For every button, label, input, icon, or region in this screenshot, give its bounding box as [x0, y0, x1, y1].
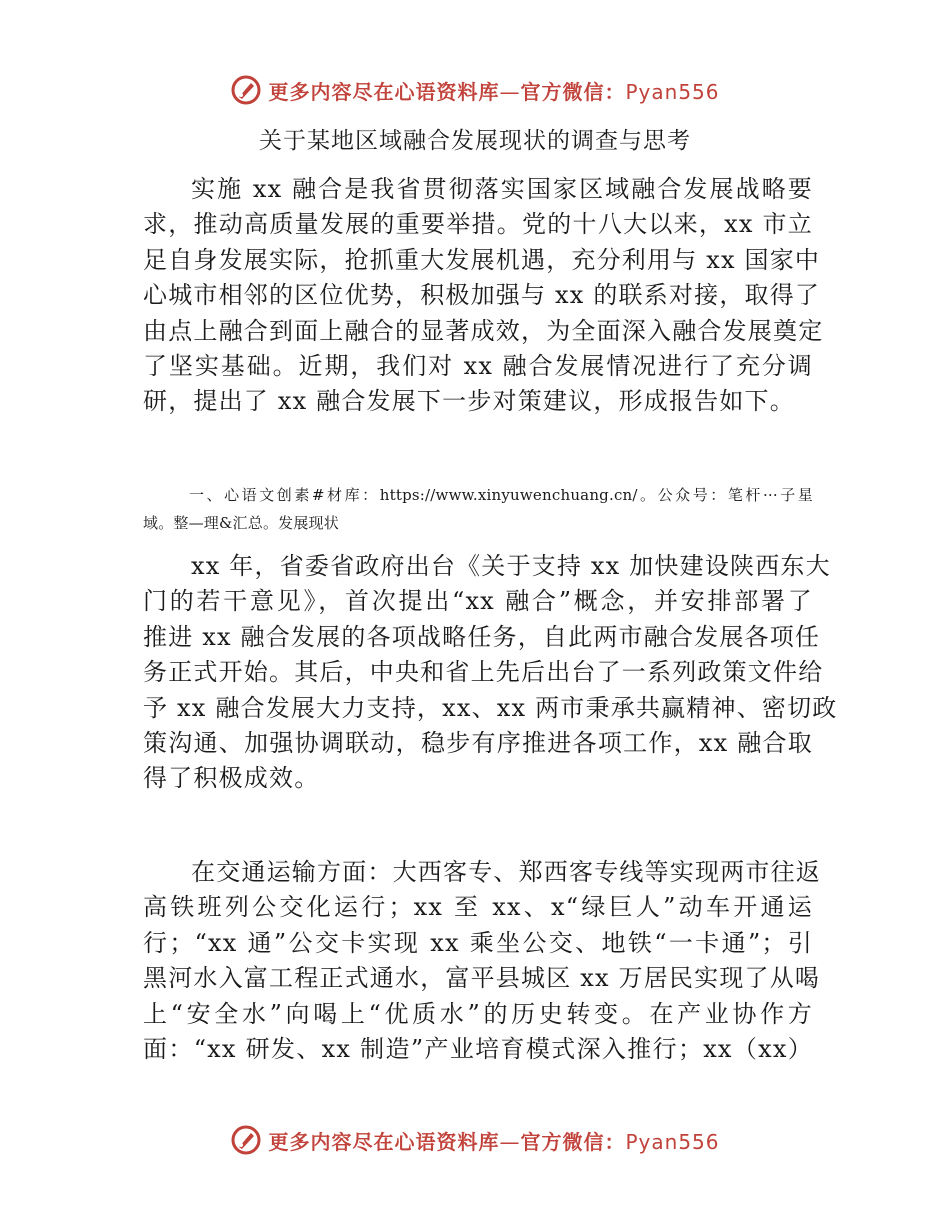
paragraph-line: 务正式开始。其后，中央和省上先后出台了一系列政策文件给: [143, 658, 824, 687]
document-title: 关于某地区域融合发展现状的调查与思考: [259, 128, 691, 154]
paragraph-line: 心城市相邻的区位优势，积极加强与 xx 的联系对接，取得了: [143, 281, 821, 310]
paragraph-line: 求，推动高质量发展的重要举措。党的十八大以来，xx 市立: [143, 210, 813, 239]
paragraph-line: 在交通运输方面：大西客专、郑西客专线等实现两市往返: [191, 858, 821, 886]
banner-main-text: 更多内容尽在心语资料库: [268, 1129, 500, 1154]
paragraph-line: 足自身发展实际，抢抓重大发展机遇，充分利用与 xx 国家中: [143, 245, 821, 274]
footer-watermark-banner: [0, 1120, 950, 1160]
pen-nib-seal-icon: [230, 74, 262, 106]
banner-main-text: 更多内容尽在心语资料库: [268, 79, 500, 104]
section-heading: [143, 481, 813, 537]
pen-nib-seal-icon: [230, 1124, 262, 1156]
paragraph-line: 研，提出了 xx 融合发展下一步对策建议，形成报告如下。: [143, 387, 795, 416]
banner-wechat-id: Pyan556: [625, 79, 720, 104]
section-heading-line: 一、心语文创素#材库：https://www.xinyuwenchuang.cn/。公众号：笔杆···子星: [189, 486, 813, 504]
banner-wechat-id: Pyan556: [625, 1129, 720, 1154]
banner-text: [268, 76, 719, 105]
banner-wechat-label: 官方微信：: [520, 1129, 626, 1154]
paragraph-line: 予 xx 融合发展大力支持，xx、xx 两市秉承共赢精神、密切政: [143, 693, 838, 722]
paragraph-line: xx 年，省委省政府出台《关于支持 xx 加快建设陕西东大: [191, 552, 831, 580]
banner-text: [268, 1126, 719, 1155]
paragraph-line: 实施 xx 融合是我省贯彻落实国家区域融合发展战略要: [191, 175, 813, 203]
paragraph-line: 由点上融合到面上融合的显著成效，为全面深入融合发展奠定: [143, 316, 824, 345]
paragraph-line: 高铁班列公交化运行；xx 至 xx、x“绿巨人”动车开通运: [143, 893, 813, 922]
paragraph-line: 了坚实基础。近期，我们对 xx 融合发展情况进行了充分调: [143, 352, 813, 381]
paragraph-line: 面：“xx 研发、xx 制造”产业培育模式深入推行；xx（xx）: [143, 1035, 813, 1064]
header-watermark-banner: [0, 70, 950, 110]
intro-paragraph: [143, 172, 824, 420]
paragraph-line: 黑河水入富工程正式通水，富平县城区 xx 万居民实现了从喝: [143, 964, 821, 993]
section-heading-line: 域。整—理&汇总。发展现状: [143, 514, 339, 532]
banner-dash: —: [499, 1129, 521, 1154]
paragraph-line: 门的若干意见》，首次提出“xx 融合”概念，并安排部署了: [143, 587, 813, 616]
paragraph-line: 策沟通、加强协调联动，稳步有序推进各项工作，xx 融合取: [143, 729, 813, 758]
paragraph-line: 上“安全水”向喝上“优质水”的历史转变。在产业协作方: [143, 999, 813, 1028]
paragraph-line: 推进 xx 融合发展的各项战略任务，自此两市融合发展各项任: [143, 622, 821, 651]
body-paragraph-3: [143, 855, 821, 1067]
paragraph-line: 行；“xx 通”公交卡实现 xx 乘坐公交、地铁“一卡通”；引: [143, 928, 813, 957]
paragraph-line: 得了积极成效。: [143, 764, 320, 793]
body-paragraph-2: [143, 549, 838, 797]
banner-wechat-label: 官方微信：: [520, 79, 626, 104]
banner-dash: —: [499, 79, 521, 104]
